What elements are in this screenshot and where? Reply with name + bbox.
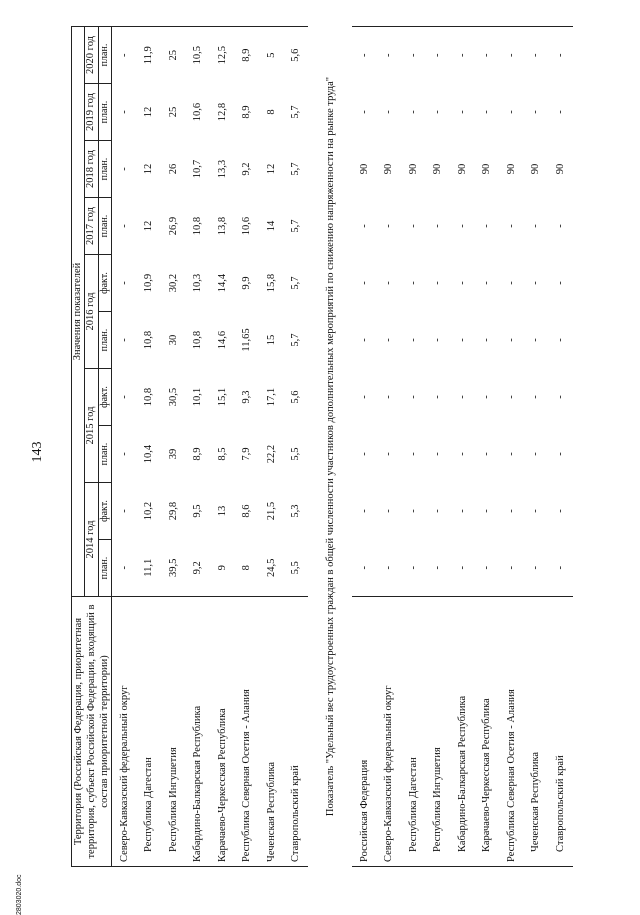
- value-cell: -: [505, 452, 517, 456]
- value-cell: 10,1: [192, 387, 204, 407]
- value-cell: -: [432, 224, 444, 228]
- year-header: 2018 год: [85, 141, 98, 198]
- section-title-row: [308, 26, 352, 866]
- value-cell: -: [358, 566, 370, 570]
- value-cell: 13: [216, 505, 228, 517]
- plan-subheader: план.: [98, 141, 111, 198]
- value-cell: -: [118, 281, 130, 285]
- value-cell: 10,5: [186, 26, 211, 83]
- value-cell: -: [554, 281, 566, 285]
- value-cell: 39: [167, 448, 179, 460]
- value-cell: -: [456, 224, 468, 228]
- value-cell: 90: [481, 163, 493, 175]
- value-cell: 90: [554, 163, 566, 175]
- value-cell: -: [407, 281, 419, 285]
- value-cell: 11,1: [143, 558, 155, 577]
- value-cell: -: [505, 566, 517, 570]
- value-cell: 8,9: [192, 447, 204, 461]
- indicators-table: [71, 26, 573, 867]
- value-cell: -: [456, 395, 468, 399]
- table-row: [284, 26, 309, 866]
- value-cell: -: [505, 281, 517, 285]
- value-cell: 5,7: [290, 276, 302, 290]
- value-cell: 5,7: [290, 333, 302, 347]
- plan-subheader: план.: [98, 26, 111, 83]
- table-row: [161, 26, 186, 866]
- value-cell: 12: [143, 163, 155, 175]
- value-cell: -: [505, 338, 517, 342]
- values-header: Значения показателей: [72, 26, 85, 596]
- value-cell: -: [432, 452, 444, 456]
- value-cell: 90: [407, 163, 419, 175]
- value-cell: 24,5: [265, 558, 277, 577]
- footer-document-code: 2803020.doc: [16, 874, 23, 915]
- value-cell: 39,5: [167, 558, 179, 577]
- value-cell: -: [118, 509, 130, 513]
- table-row: [235, 26, 260, 866]
- year-header: 2019 год: [85, 84, 98, 141]
- value-cell: 26: [167, 163, 179, 175]
- value-cell: -: [530, 281, 542, 285]
- value-cell: 90: [358, 163, 370, 175]
- value-cell: 12: [143, 106, 155, 118]
- value-cell: -: [481, 224, 493, 228]
- value-cell: -: [358, 338, 370, 342]
- territory-name-cell: Северо-Кавказский федеральный округ: [377, 597, 402, 867]
- value-cell: -: [548, 26, 573, 83]
- value-cell: 25: [167, 106, 179, 118]
- value-cell: -: [407, 566, 419, 570]
- value-cell: -: [481, 281, 493, 285]
- value-cell: -: [456, 509, 468, 513]
- value-cell: -: [530, 338, 542, 342]
- value-cell: -: [456, 566, 468, 570]
- territory-name-cell: Российская Федерация: [352, 597, 377, 867]
- value-cell: -: [407, 110, 419, 114]
- value-cell: -: [407, 224, 419, 228]
- value-cell: -: [377, 26, 402, 83]
- value-cell: 8,9: [241, 105, 253, 119]
- value-cell: -: [524, 26, 549, 83]
- value-cell: -: [530, 224, 542, 228]
- value-cell: 10,4: [143, 444, 155, 464]
- value-cell: -: [530, 110, 542, 114]
- value-cell: 5,7: [290, 162, 302, 176]
- value-cell: -: [383, 338, 395, 342]
- value-cell: -: [383, 395, 395, 399]
- value-cell: -: [554, 338, 566, 342]
- value-cell: -: [530, 452, 542, 456]
- value-cell: 8,9: [235, 26, 260, 83]
- value-cell: 10,8: [143, 387, 155, 407]
- value-cell: 9: [216, 565, 228, 571]
- table-row: [499, 26, 524, 866]
- value-cell: -: [401, 26, 426, 83]
- table-row: [475, 26, 500, 866]
- year-header: 2015 год: [85, 369, 98, 483]
- value-cell: -: [432, 509, 444, 513]
- value-cell: -: [118, 110, 130, 114]
- value-cell: 26,9: [167, 216, 179, 236]
- value-cell: 7,9: [241, 447, 253, 461]
- fact-subheader: факт.: [98, 369, 111, 426]
- value-cell: -: [407, 395, 419, 399]
- territory-name-cell: Кабардино-Балкарская Республика: [186, 597, 211, 867]
- table-row: [112, 26, 137, 866]
- value-cell: -: [358, 452, 370, 456]
- value-cell: -: [407, 452, 419, 456]
- plan-subheader: план.: [98, 84, 111, 141]
- value-cell: -: [505, 110, 517, 114]
- value-cell: 13,3: [216, 159, 228, 179]
- value-cell: 10,6: [192, 102, 204, 122]
- value-cell: 90: [432, 163, 444, 175]
- value-cell: -: [407, 509, 419, 513]
- fact-subheader: факт.: [98, 255, 111, 312]
- value-cell: 15,8: [265, 273, 277, 293]
- value-cell: -: [475, 26, 500, 83]
- territory-name-cell: Карачаево-Черкесская Республика: [475, 597, 500, 867]
- value-cell: -: [481, 395, 493, 399]
- territory-column-header: Территория (Российская Федерация, приоритетная территория, субъект Российской Федерации, входящий в состав приоритетной территории): [72, 597, 112, 867]
- value-cell: -: [358, 110, 370, 114]
- value-cell: -: [358, 509, 370, 513]
- value-cell: 5,3: [290, 504, 302, 518]
- table-row: [186, 26, 211, 866]
- value-cell: 30,2: [167, 273, 179, 293]
- value-cell: -: [554, 452, 566, 456]
- value-cell: -: [383, 110, 395, 114]
- value-cell: 12,8: [216, 102, 228, 122]
- value-cell: 5,6: [290, 390, 302, 404]
- value-cell: 90: [456, 163, 468, 175]
- value-cell: -: [481, 110, 493, 114]
- territory-name-cell: Северо-Кавказский федеральный округ: [112, 597, 137, 867]
- value-cell: -: [383, 566, 395, 570]
- value-cell: 10,7: [192, 159, 204, 179]
- table-row: [401, 26, 426, 866]
- territory-name-cell: Ставропольский край: [284, 597, 309, 867]
- value-cell: -: [530, 395, 542, 399]
- table-row: [259, 26, 284, 866]
- value-cell: 8,6: [241, 504, 253, 518]
- value-cell: 10,8: [192, 330, 204, 350]
- territory-name-cell: Карачаево-Черкесская Республика: [210, 597, 235, 867]
- value-cell: 10,2: [143, 501, 155, 521]
- value-cell: -: [352, 26, 377, 83]
- value-cell: -: [554, 224, 566, 228]
- value-cell: 10,6: [241, 216, 253, 236]
- territory-name-cell: Чеченская Республика: [524, 597, 549, 867]
- value-cell: -: [118, 338, 130, 342]
- value-cell: 25: [161, 26, 186, 83]
- value-cell: 8: [241, 565, 253, 571]
- value-cell: 15: [265, 334, 277, 346]
- value-cell: -: [554, 110, 566, 114]
- territory-name-cell: Республика Ингушетия: [426, 597, 451, 867]
- value-cell: 21,5: [265, 501, 277, 521]
- value-cell: 90: [530, 163, 542, 175]
- value-cell: 11,65: [241, 328, 253, 352]
- value-cell: 9,9: [241, 276, 253, 290]
- value-cell: -: [530, 509, 542, 513]
- value-cell: -: [554, 566, 566, 570]
- value-cell: 9,5: [192, 504, 204, 518]
- value-cell: 14: [265, 220, 277, 232]
- indicator-section-title: Показатель "Удельный вес трудоустроенных граждан в общей численности участников дополнительных мероприятий по снижению напряженности на рынке труда": [324, 76, 336, 817]
- table-row: [352, 26, 377, 866]
- territory-name-cell: Ставропольский край: [548, 597, 573, 867]
- value-cell: -: [456, 110, 468, 114]
- table-row: [210, 26, 235, 866]
- value-cell: -: [112, 26, 137, 83]
- value-cell: -: [426, 26, 451, 83]
- value-cell: 11,9: [137, 26, 162, 83]
- value-cell: -: [383, 509, 395, 513]
- value-cell: 14,4: [216, 273, 228, 293]
- territory-name-cell: Республика Ингушетия: [161, 597, 186, 867]
- value-cell: -: [118, 395, 130, 399]
- page-number: 143: [30, 441, 45, 463]
- territory-name-cell: Чеченская Республика: [259, 597, 284, 867]
- value-cell: -: [358, 224, 370, 228]
- value-cell: 5: [259, 26, 284, 83]
- value-cell: 29,8: [167, 501, 179, 521]
- year-header: 2020 год: [85, 26, 98, 83]
- value-cell: 10,3: [192, 273, 204, 293]
- table-row: [377, 26, 402, 866]
- year-header: 2014 год: [85, 483, 98, 597]
- value-cell: 30,5: [167, 387, 179, 407]
- value-cell: 17,1: [265, 387, 277, 407]
- table-row: [426, 26, 451, 866]
- value-cell: -: [481, 566, 493, 570]
- value-cell: -: [118, 566, 130, 570]
- value-cell: 12: [143, 220, 155, 232]
- plan-subheader: план.: [98, 198, 111, 255]
- value-cell: -: [432, 566, 444, 570]
- value-cell: -: [407, 338, 419, 342]
- value-cell: 5,5: [290, 561, 302, 575]
- value-cell: -: [481, 509, 493, 513]
- value-cell: -: [505, 509, 517, 513]
- value-cell: 30: [167, 334, 179, 346]
- value-cell: -: [481, 338, 493, 342]
- territory-name-cell: Республика Северная Осетия - Алания: [499, 597, 524, 867]
- value-cell: -: [383, 452, 395, 456]
- plan-subheader: план.: [98, 426, 111, 483]
- value-cell: -: [530, 566, 542, 570]
- value-cell: 9,3: [241, 390, 253, 404]
- value-cell: -: [554, 509, 566, 513]
- territory-name-cell: Республика Дагестан: [137, 597, 162, 867]
- territory-name-cell: Кабардино-Балкарская Республика: [450, 597, 475, 867]
- value-cell: 10,8: [143, 330, 155, 350]
- value-cell: 5,5: [290, 447, 302, 461]
- value-cell: -: [383, 281, 395, 285]
- value-cell: -: [118, 167, 130, 171]
- value-cell: -: [481, 452, 493, 456]
- value-cell: 10,9: [143, 273, 155, 293]
- value-cell: 5,6: [284, 26, 309, 83]
- value-cell: 22,2: [265, 444, 277, 464]
- table-row: [137, 26, 162, 866]
- rotated-table-sheet: [71, 27, 631, 867]
- table-row: [548, 26, 573, 866]
- territory-name-cell: Республика Северная Осетия - Алания: [235, 597, 260, 867]
- value-cell: 12: [265, 163, 277, 175]
- value-cell: -: [505, 224, 517, 228]
- plan-subheader: план.: [98, 540, 111, 597]
- value-cell: 8,5: [216, 447, 228, 461]
- value-cell: -: [456, 452, 468, 456]
- value-cell: -: [358, 281, 370, 285]
- year-header: 2017 год: [85, 198, 98, 255]
- value-cell: 15,1: [216, 387, 228, 407]
- table-row: [524, 26, 549, 866]
- territory-name-cell: Республика Дагестан: [401, 597, 426, 867]
- value-cell: -: [456, 281, 468, 285]
- value-cell: 10,8: [192, 216, 204, 236]
- value-cell: -: [432, 281, 444, 285]
- value-cell: -: [432, 110, 444, 114]
- value-cell: -: [505, 395, 517, 399]
- value-cell: 5,7: [290, 105, 302, 119]
- table-body: [112, 26, 573, 866]
- value-cell: -: [450, 26, 475, 83]
- value-cell: -: [118, 224, 130, 228]
- value-cell: -: [554, 395, 566, 399]
- value-cell: -: [383, 224, 395, 228]
- value-cell: 90: [505, 163, 517, 175]
- value-cell: 9,2: [241, 162, 253, 176]
- value-cell: 5,7: [290, 219, 302, 233]
- value-cell: 14,6: [216, 330, 228, 350]
- value-cell: -: [432, 395, 444, 399]
- value-cell: 12,5: [210, 26, 235, 83]
- year-header: 2016 год: [85, 255, 98, 369]
- value-cell: -: [358, 395, 370, 399]
- value-cell: 8: [265, 109, 277, 115]
- value-cell: -: [432, 338, 444, 342]
- value-cell: 9,2: [192, 561, 204, 575]
- value-cell: 13,8: [216, 216, 228, 236]
- value-cell: -: [118, 452, 130, 456]
- table-row: [450, 26, 475, 866]
- fact-subheader: факт.: [98, 483, 111, 540]
- value-cell: -: [456, 338, 468, 342]
- value-cell: -: [499, 26, 524, 83]
- plan-subheader: план.: [98, 312, 111, 369]
- value-cell: 90: [383, 163, 395, 175]
